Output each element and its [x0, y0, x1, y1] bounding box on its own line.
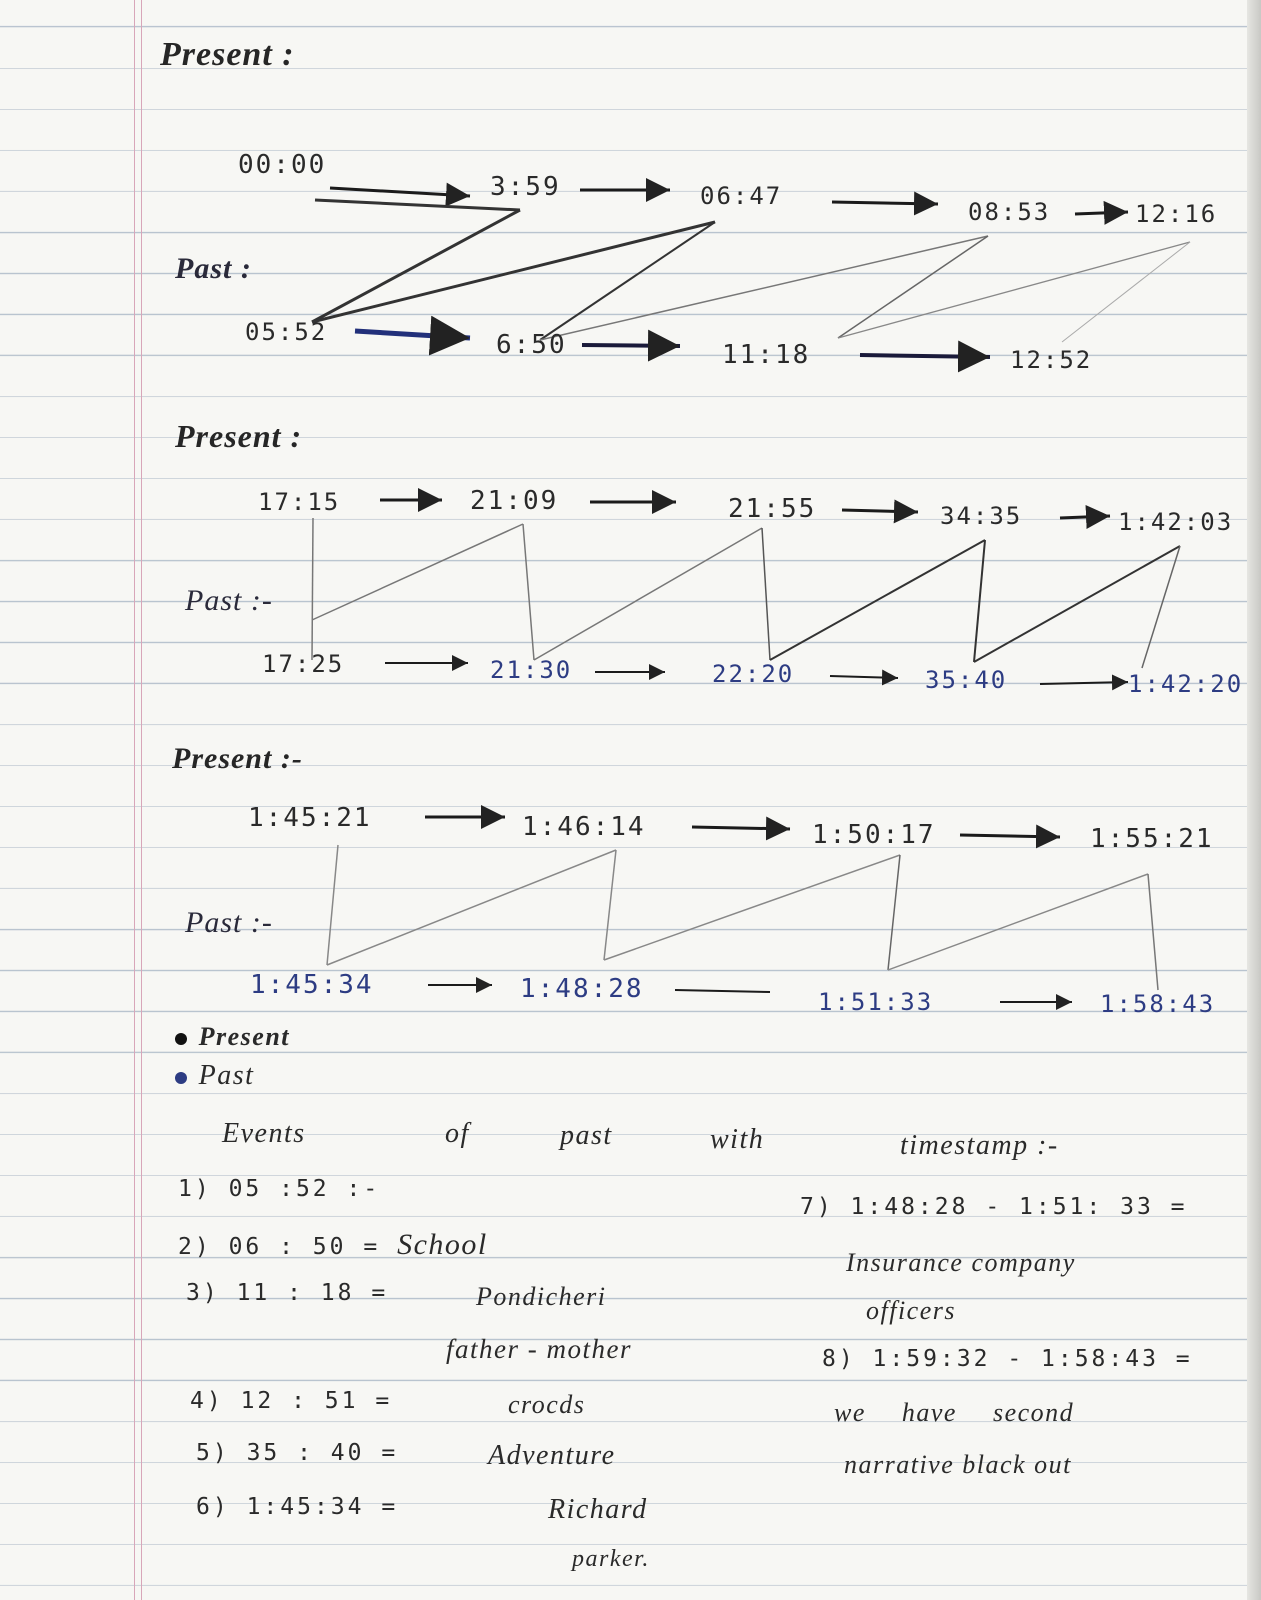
- d1-past-time: 12:52: [1010, 346, 1093, 374]
- d1-past-time: 05:52: [245, 318, 328, 346]
- d1-present-time: 06:47: [700, 182, 783, 210]
- event-item-8: 8) 1:59:32 - 1:58:43 =: [822, 1346, 1193, 1372]
- event-item-4-desc: crocds: [508, 1390, 586, 1419]
- event-item-6: 6) 1:45:34 =: [196, 1494, 399, 1520]
- heading-present-3: Present :-: [172, 742, 303, 775]
- event-item-3-desc-2: father - mother: [446, 1334, 632, 1364]
- heading-present-1: Present :: [160, 36, 295, 73]
- d2-past-time: 1:42:20: [1128, 670, 1244, 698]
- event-item-4: 4) 12 : 51 =: [190, 1388, 393, 1414]
- d3-past-time: 1:58:43: [1100, 990, 1216, 1018]
- diagram2-zigzag: [312, 518, 1180, 668]
- d2-past-time: 17:25: [262, 650, 345, 678]
- past-label-2: Past :-: [185, 584, 273, 617]
- events-title-word: past: [560, 1120, 613, 1151]
- d2-past-time: 21:30: [490, 656, 573, 684]
- d3-present-time: 1:45:21: [248, 803, 372, 833]
- past-label-1: Past :: [175, 252, 252, 285]
- events-title-word: of: [445, 1118, 470, 1149]
- d3-past-time: 1:48:28: [520, 974, 644, 1004]
- d3-present-time: 1:55:21: [1090, 824, 1214, 854]
- legend-present: [175, 1022, 290, 1052]
- event-item-6-desc: Richard: [548, 1494, 648, 1525]
- events-title-word: with: [710, 1124, 765, 1155]
- d1-present-time: 00:00: [238, 150, 327, 180]
- d3-past-time: 1:51:33: [818, 988, 934, 1016]
- event-item-7: 7) 1:48:28 - 1:51: 33 =: [800, 1194, 1188, 1220]
- d2-past-time: 35:40: [925, 666, 1008, 694]
- event-item-8-desc: we have second: [834, 1398, 1075, 1427]
- event-item-7-desc-2: officers: [866, 1296, 956, 1325]
- heading-present-2: Present :: [175, 418, 303, 454]
- diagram3-zigzag: [327, 845, 1158, 990]
- legend-past: [175, 1060, 254, 1092]
- event-item-5: 5) 35 : 40 =: [196, 1440, 399, 1466]
- event-item-3: 3) 11 : 18 =: [186, 1280, 389, 1306]
- bullet-dot-icon: [175, 1072, 187, 1084]
- d2-present-time: 21:09: [470, 486, 559, 516]
- past-label-3: Past :-: [185, 906, 273, 939]
- event-item-3-desc: Pondicheri: [476, 1282, 607, 1311]
- event-item-8-desc-2: narrative black out: [844, 1450, 1072, 1479]
- d3-present-time: 1:50:17: [812, 820, 936, 850]
- event-item-7-desc: Insurance company: [846, 1248, 1076, 1277]
- events-title-word: timestamp :-: [900, 1130, 1059, 1161]
- d2-present-time: 21:55: [728, 494, 817, 524]
- bullet-dot-icon: [175, 1033, 187, 1045]
- event-item-1: 1) 05 :52 :-: [178, 1176, 381, 1202]
- d1-past-time: 6:50: [496, 330, 567, 360]
- legend-past-label: Past: [198, 1060, 255, 1091]
- diagram1-zigzag: [312, 200, 1190, 342]
- d3-present-time: 1:46:14: [522, 812, 646, 842]
- events-title-word: Events: [222, 1118, 306, 1149]
- d2-present-time: 1:42:03: [1118, 508, 1234, 536]
- event-item-6-desc-2: parker.: [572, 1546, 650, 1572]
- d2-present-time: 17:15: [258, 488, 341, 516]
- event-item-2: 2) 06 : 50 = School: [178, 1228, 488, 1261]
- d1-present-time: 12:16: [1135, 200, 1218, 228]
- d2-past-time: 22:20: [712, 660, 795, 688]
- legend-present-label: Present: [198, 1022, 291, 1051]
- d2-present-time: 34:35: [940, 502, 1023, 530]
- d1-present-time: 08:53: [968, 198, 1051, 226]
- event-item-5-desc: Adventure: [488, 1440, 616, 1471]
- d3-past-time: 1:45:34: [250, 970, 374, 1000]
- d1-past-time: 11:18: [722, 340, 811, 370]
- d1-present-time: 3:59: [490, 172, 561, 202]
